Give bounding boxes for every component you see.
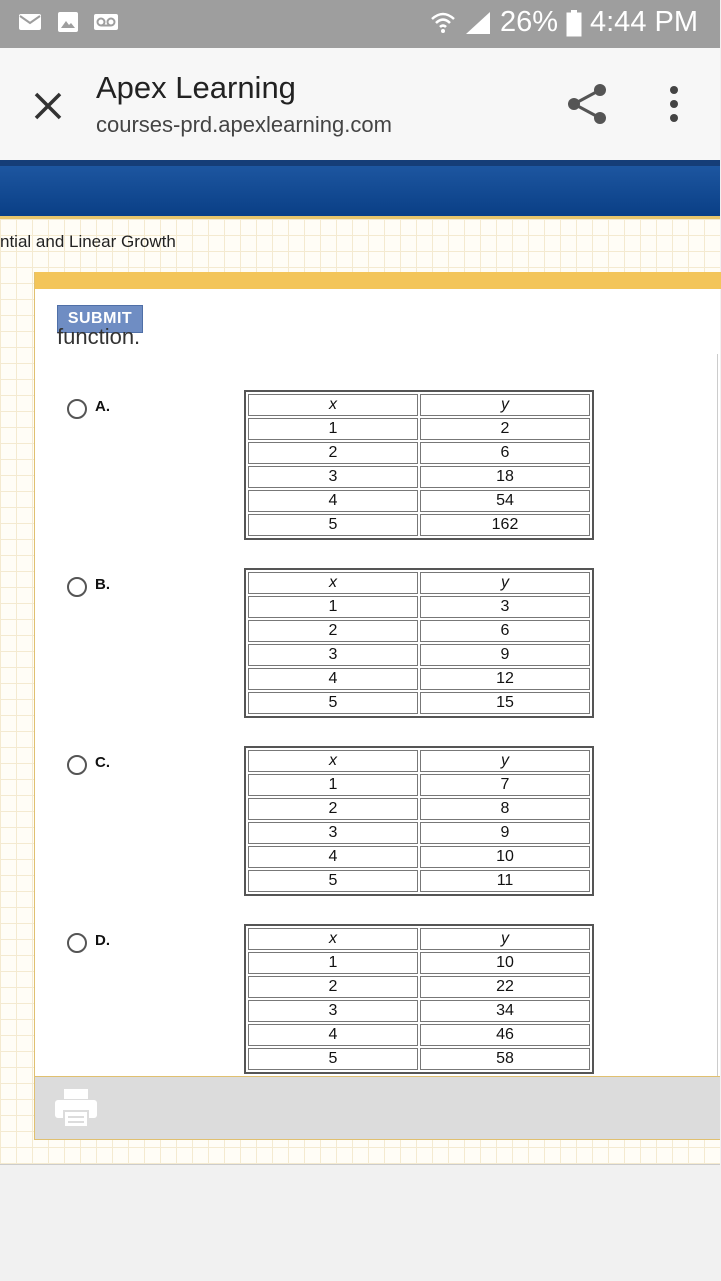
radio-option-a[interactable] [67,399,87,419]
table-row [248,596,590,618]
table-cell: 4 [248,490,418,512]
table-row [248,692,590,714]
table-cell: 5 [248,692,418,714]
panel-accent-bar [35,272,721,289]
table-row [248,870,590,892]
table-cell: 5 [248,514,418,536]
table-cell: 2 [248,620,418,642]
table-cell: 58 [420,1048,590,1070]
table-cell: 4 [248,846,418,868]
table-cell: 15 [420,692,590,714]
lesson-title: ntial and Linear Growth [0,232,176,251]
radio-option-c[interactable] [67,755,87,775]
question-text-partial: function. [57,324,141,349]
panel-footer [34,1076,720,1140]
table-cell: x [248,750,418,772]
table-cell: 3 [248,1000,418,1022]
voicemail-icon [94,11,118,33]
table-cell: 18 [420,466,590,488]
table-cell: 6 [420,442,590,464]
table-cell: 6 [420,620,590,642]
option-d-table [244,924,594,1074]
page-url: courses-prd.apexlearning.com [96,112,392,137]
table-row [248,976,590,998]
table-cell: 1 [248,596,418,618]
battery-icon [566,9,582,37]
question-panel [34,272,720,1140]
table-cell: 9 [420,822,590,844]
table-cell: 1 [248,952,418,974]
table-header-row [248,928,590,950]
option-c-table [244,746,594,896]
table-cell: y [420,394,590,416]
table-header-row [248,572,590,594]
site-banner [0,160,720,216]
option-letter: B. [95,576,110,593]
submit-button[interactable]: SUBMIT [57,305,143,333]
table-cell: y [420,750,590,772]
table-header-row [248,394,590,416]
gallery-icon [56,11,80,33]
table-cell: 2 [248,976,418,998]
table-row [248,418,590,440]
option-a-table [244,390,594,540]
share-icon[interactable] [566,82,610,126]
close-icon[interactable] [28,86,68,126]
table-cell: 3 [248,466,418,488]
table-cell: 3 [248,822,418,844]
table-cell: 2 [248,442,418,464]
table-cell: 4 [248,1024,418,1046]
table-cell: 3 [248,644,418,666]
table-row [248,1024,590,1046]
table-row [248,952,590,974]
clock: 4:44 PM [590,6,698,38]
overflow-menu-icon[interactable] [660,84,688,124]
table-row [248,620,590,642]
table-row [248,490,590,512]
browser-toolbar [0,48,720,161]
table-row [248,514,590,536]
table-cell: x [248,394,418,416]
table-cell: y [420,572,590,594]
table-row [248,774,590,796]
radio-option-b[interactable] [67,577,87,597]
option-letter: D. [95,932,110,949]
page-title: Apex Learning [96,70,296,105]
table-cell: 10 [420,846,590,868]
table-row [248,1048,590,1070]
table-cell: 2 [248,798,418,820]
print-icon[interactable] [53,1087,99,1129]
table-cell: 11 [420,870,590,892]
table-header-row [248,750,590,772]
option-b-table [244,568,594,718]
table-cell: 34 [420,1000,590,1022]
table-row [248,466,590,488]
table-cell: 1 [248,418,418,440]
table-row [248,668,590,690]
table-cell: 22 [420,976,590,998]
table-cell: 54 [420,490,590,512]
table-cell: 7 [420,774,590,796]
table-cell: 8 [420,798,590,820]
table-row [248,846,590,868]
battery-percent: 26% [499,6,558,38]
table-cell: 9 [420,644,590,666]
option-letter: A. [95,398,110,415]
table-cell: x [248,572,418,594]
table-cell: y [420,928,590,950]
table-cell: 1 [248,774,418,796]
table-cell: 5 [248,870,418,892]
table-cell: 4 [248,668,418,690]
radio-option-d[interactable] [67,933,87,953]
table-row [248,798,590,820]
table-cell: 12 [420,668,590,690]
mail-icon [18,11,42,33]
table-cell: 10 [420,952,590,974]
table-row [248,644,590,666]
page-bottom-area [0,1164,720,1281]
wifi-icon [430,10,456,36]
table-cell: 2 [420,418,590,440]
table-cell: 3 [420,596,590,618]
table-cell: x [248,928,418,950]
status-bar [0,0,720,48]
table-row [248,1000,590,1022]
table-row [248,822,590,844]
scroll-edge [717,354,718,1084]
table-cell: 5 [248,1048,418,1070]
signal-icon [464,10,492,36]
table-cell: 162 [420,514,590,536]
option-letter: C. [95,754,110,771]
table-cell: 46 [420,1024,590,1046]
table-row [248,442,590,464]
